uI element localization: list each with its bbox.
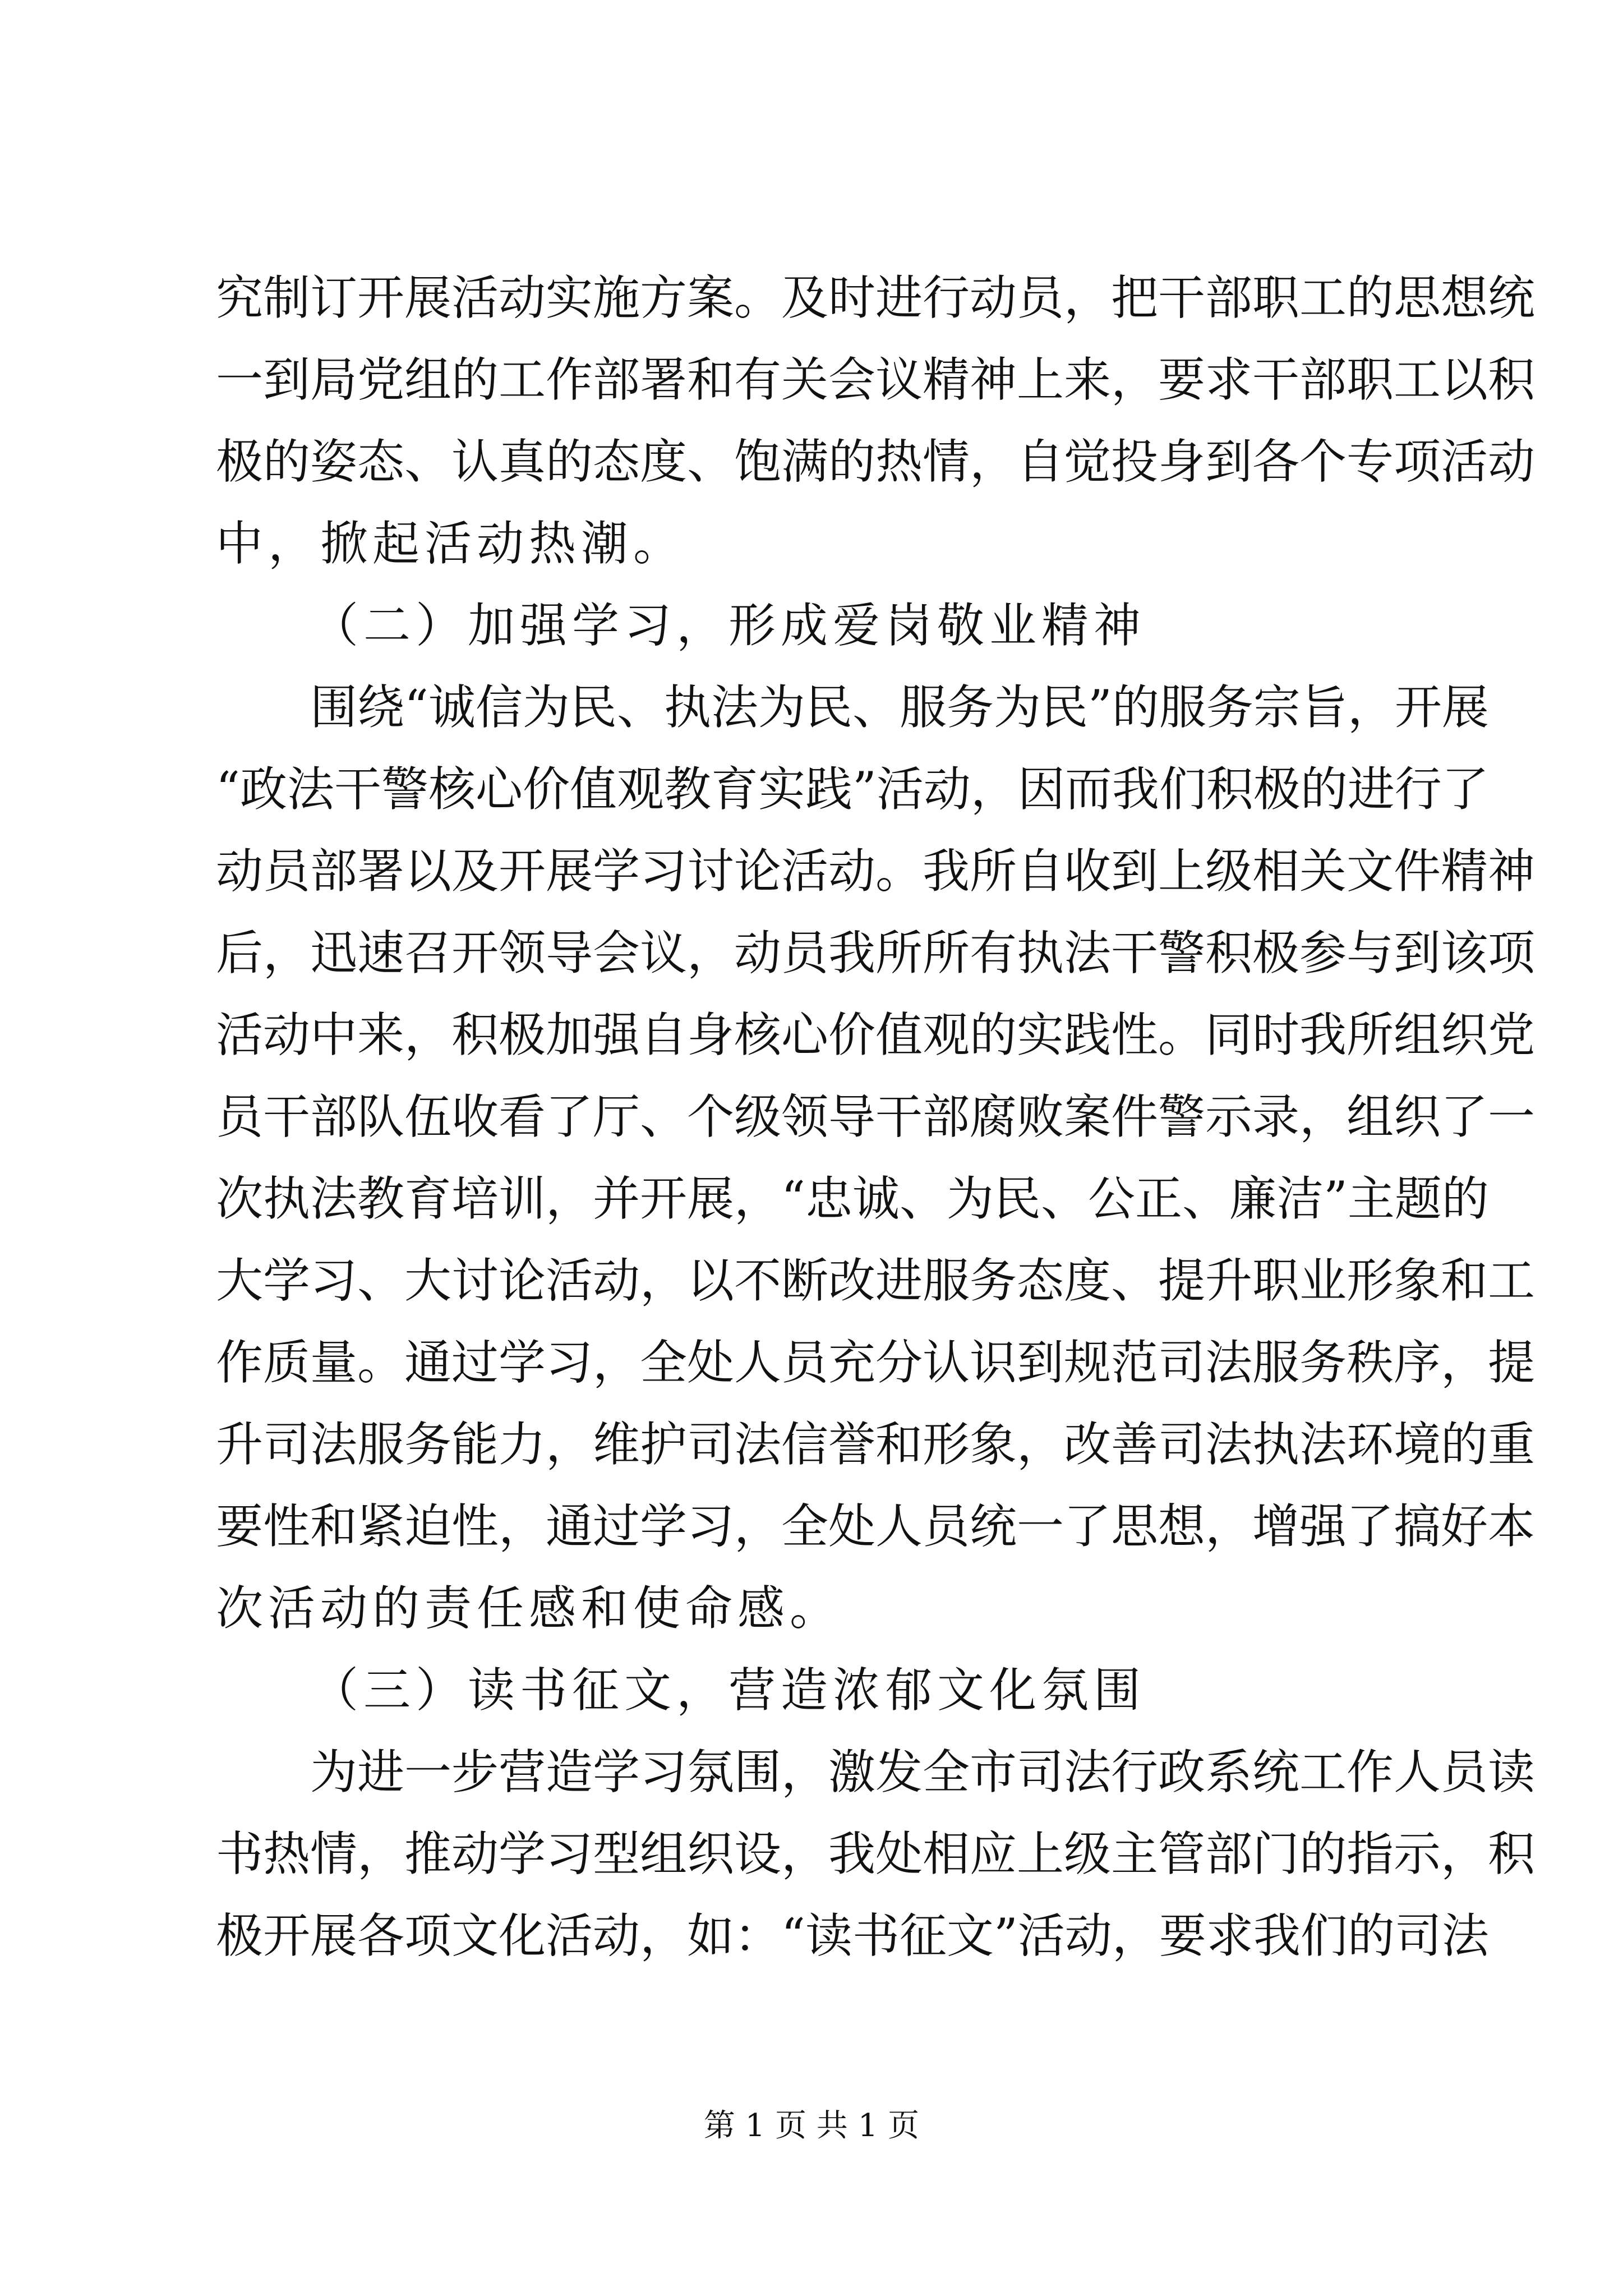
body-line: 一到局党组的工作部署和有关会议精神上来，要求干部职工以积	[216, 352, 1536, 407]
body-line: 次活动的责任感和使命感。	[216, 1581, 842, 1636]
page-footer: 第 1 页 共 1 页	[703, 2108, 920, 2144]
section-heading: （三）读书征文，营造浓郁文化氛围	[311, 1663, 1146, 1718]
body-line: 动员部署以及开展学习讨论活动。我所自收到上级相关文件精神	[216, 844, 1536, 899]
body-line: 极的姿态、认真的态度、饱满的热情，自觉投身到各个专项活动	[216, 434, 1536, 489]
paragraph-first-line: 围绕“诚信为民、执法为民、服务为民”的服务宗旨，开展	[310, 680, 1489, 735]
body-line: 升司法服务能力，维护司法信誉和形象，改善司法执法环境的重	[216, 1417, 1536, 1472]
body-line: 员干部队伍收看了厅、个级领导干部腐败案件警示录，组织了一	[216, 1089, 1536, 1144]
body-line: 大学习、大讨论活动，以不断改进服务态度、提升职业形象和工	[216, 1253, 1536, 1308]
body-line: 次执法教育培训，并开展，“忠诚、为民、公正、廉洁”主题的	[216, 1171, 1489, 1226]
document-body	[216, 257, 1536, 1977]
body-line: 要性和紧迫性，通过学习，全处人员统一了思想，增强了搞好本	[216, 1499, 1536, 1554]
paragraph-first-line: 为进一步营造学习氛围，激发全市司法行政系统工作人员读	[310, 1745, 1536, 1800]
body-line: 作质量。通过学习，全处人员充分认识到规范司法服务秩序，提	[216, 1335, 1536, 1390]
body-line: 后，迅速召开领导会议，动员我所所有执法干警积极参与到该项	[216, 926, 1536, 981]
body-line: 活动中来，积极加强自身核心价值观的实践性。同时我所组织党	[216, 1007, 1536, 1062]
body-line: 中，掀起活动热潮。	[216, 516, 686, 571]
body-line: 书热情，推动学习型组织设，我处相应上级主管部门的指示，积	[216, 1826, 1536, 1881]
body-line: 究制订开展活动实施方案。及时进行动员，把干部职工的思想统	[216, 270, 1536, 325]
section-heading: （二）加强学习，形成爱岗敬业精神	[311, 598, 1146, 653]
body-line: 极开展各项文化活动，如：“读书征文”活动，要求我们的司法	[216, 1908, 1489, 1963]
body-line: “政法干警核心价值观教育实践”活动，因而我们积极的进行了	[216, 762, 1489, 817]
